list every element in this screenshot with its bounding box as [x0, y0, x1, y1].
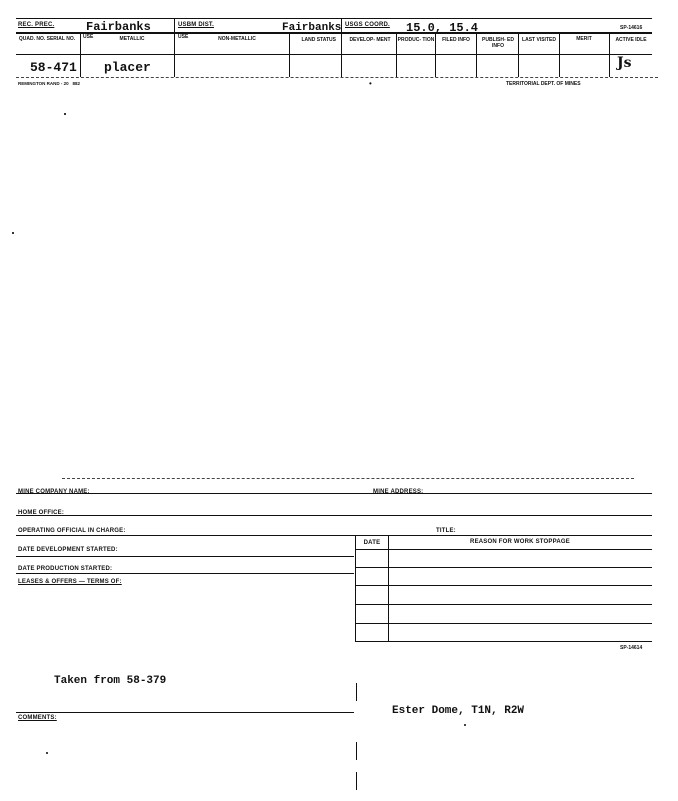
- usgs-coord-label: USGS COORD.: [345, 22, 390, 28]
- comments-divider-bottom: [356, 772, 357, 790]
- col-divider: [80, 32, 81, 77]
- footer-left-code: 882: [72, 81, 80, 86]
- active-idle-header: ACTIVE IDLE: [615, 37, 647, 43]
- published-info-header: PUBLISH- ED INFO: [482, 37, 514, 49]
- header-row-top-border: [16, 32, 652, 34]
- col-divider: [609, 32, 610, 77]
- non-metallic-header: NON-METALLIC: [218, 36, 256, 42]
- col-divider: [396, 32, 397, 77]
- comments-divider-mid: [356, 742, 357, 760]
- footer-left-label: REMINGTON RAND - 20: [18, 81, 69, 86]
- home-office-label: HOME OFFICE:: [18, 510, 65, 516]
- col-divider: [559, 32, 560, 77]
- date-development-started-label: DATE DEVELOPMENT STARTED:: [18, 547, 118, 553]
- operating-official-label: OPERATING OFFICIAL IN CHARGE:: [18, 528, 126, 534]
- land-status-header: LAND STATUS: [301, 37, 336, 43]
- col-divider: [341, 18, 342, 77]
- metallic-value: placer: [104, 60, 151, 75]
- usbm-dist-label: USBM DIST.: [178, 22, 215, 28]
- col-divider: [289, 32, 290, 77]
- metallic-header: METALLIC: [119, 36, 145, 42]
- serial-number-value: 58-471: [30, 60, 77, 75]
- stoppage-row-line: [355, 585, 652, 586]
- location-note: Ester Dome, T1N, R2W: [392, 705, 525, 717]
- mine-address-label: MINE ADDRESS:: [373, 489, 424, 495]
- stoppage-date-header: DATE: [363, 540, 381, 546]
- leases-offers-label: LEASES & OFFERS — TERMS OF:: [18, 579, 122, 585]
- active-idle-mark: Js: [617, 55, 632, 71]
- use-header-2: USE: [178, 34, 189, 40]
- col-divider: [518, 32, 519, 77]
- col-divider: [174, 18, 175, 32]
- last-visited-header: LAST VISITED: [522, 37, 556, 43]
- home-office-line: [16, 515, 652, 516]
- top-form-number: SP-14616: [620, 25, 643, 31]
- usbm-dist-value: Fairbanks: [282, 22, 342, 34]
- development-header: DEVELOP- MENT: [349, 37, 391, 43]
- values-row-bottom-border: [16, 77, 658, 78]
- prod-started-line: [16, 573, 354, 574]
- mine-company-line: [16, 493, 652, 494]
- speck: [12, 232, 14, 234]
- serial-no-header: SERIAL NO.: [46, 36, 76, 42]
- rec-prec-label: REC. PREC.: [18, 22, 55, 28]
- rec-prec-value: Fairbanks: [86, 20, 151, 34]
- stoppage-table-divider: [388, 535, 389, 642]
- operating-official-line: [16, 535, 652, 536]
- stoppage-header-line: [355, 549, 652, 550]
- stoppage-row-line: [355, 641, 652, 642]
- use-header-1: USE: [83, 34, 94, 40]
- usgs-coord-value: 15.0, 15.4: [406, 21, 479, 35]
- center-mark: •: [369, 79, 372, 88]
- comments-divider-top: [356, 683, 357, 701]
- top-border: [16, 18, 652, 19]
- mine-company-name-label: MINE COMPANY NAME:: [18, 489, 90, 495]
- stoppage-row-line: [355, 567, 652, 568]
- title-label: TITLE:: [436, 528, 456, 534]
- dev-started-line: [16, 556, 354, 557]
- filed-info-header: FILED INFO: [442, 37, 470, 43]
- stoppage-table-left: [355, 535, 356, 642]
- production-header: PRODUC- TION: [397, 37, 435, 43]
- footer-right: TERRITORIAL DEPT. OF MINES: [506, 81, 581, 87]
- merit-header: MERIT: [576, 36, 592, 42]
- col-divider: [174, 32, 175, 77]
- col-divider: [435, 32, 436, 77]
- taken-from-note: Taken from 58-379: [54, 675, 167, 687]
- comments-label: COMMENTS:: [18, 715, 57, 721]
- header-row-bottom-border: [16, 54, 652, 55]
- speck: [464, 724, 466, 726]
- col-divider: [476, 32, 477, 77]
- speck: [64, 113, 66, 115]
- card-top-dashed: [62, 478, 634, 479]
- speck: [46, 752, 48, 754]
- stoppage-reason-header: REASON FOR WORK STOPPAGE: [470, 539, 570, 545]
- date-production-started-label: DATE PRODUCTION STARTED:: [18, 566, 113, 572]
- footer-left: [18, 81, 80, 87]
- quad-no-header: QUAD. NO.: [18, 36, 46, 42]
- stoppage-row-line: [355, 604, 652, 605]
- comments-line: [16, 712, 354, 713]
- bottom-form-number: SP-14614: [620, 645, 643, 651]
- quad-serial-header: [16, 36, 78, 42]
- stoppage-row-line: [355, 623, 652, 624]
